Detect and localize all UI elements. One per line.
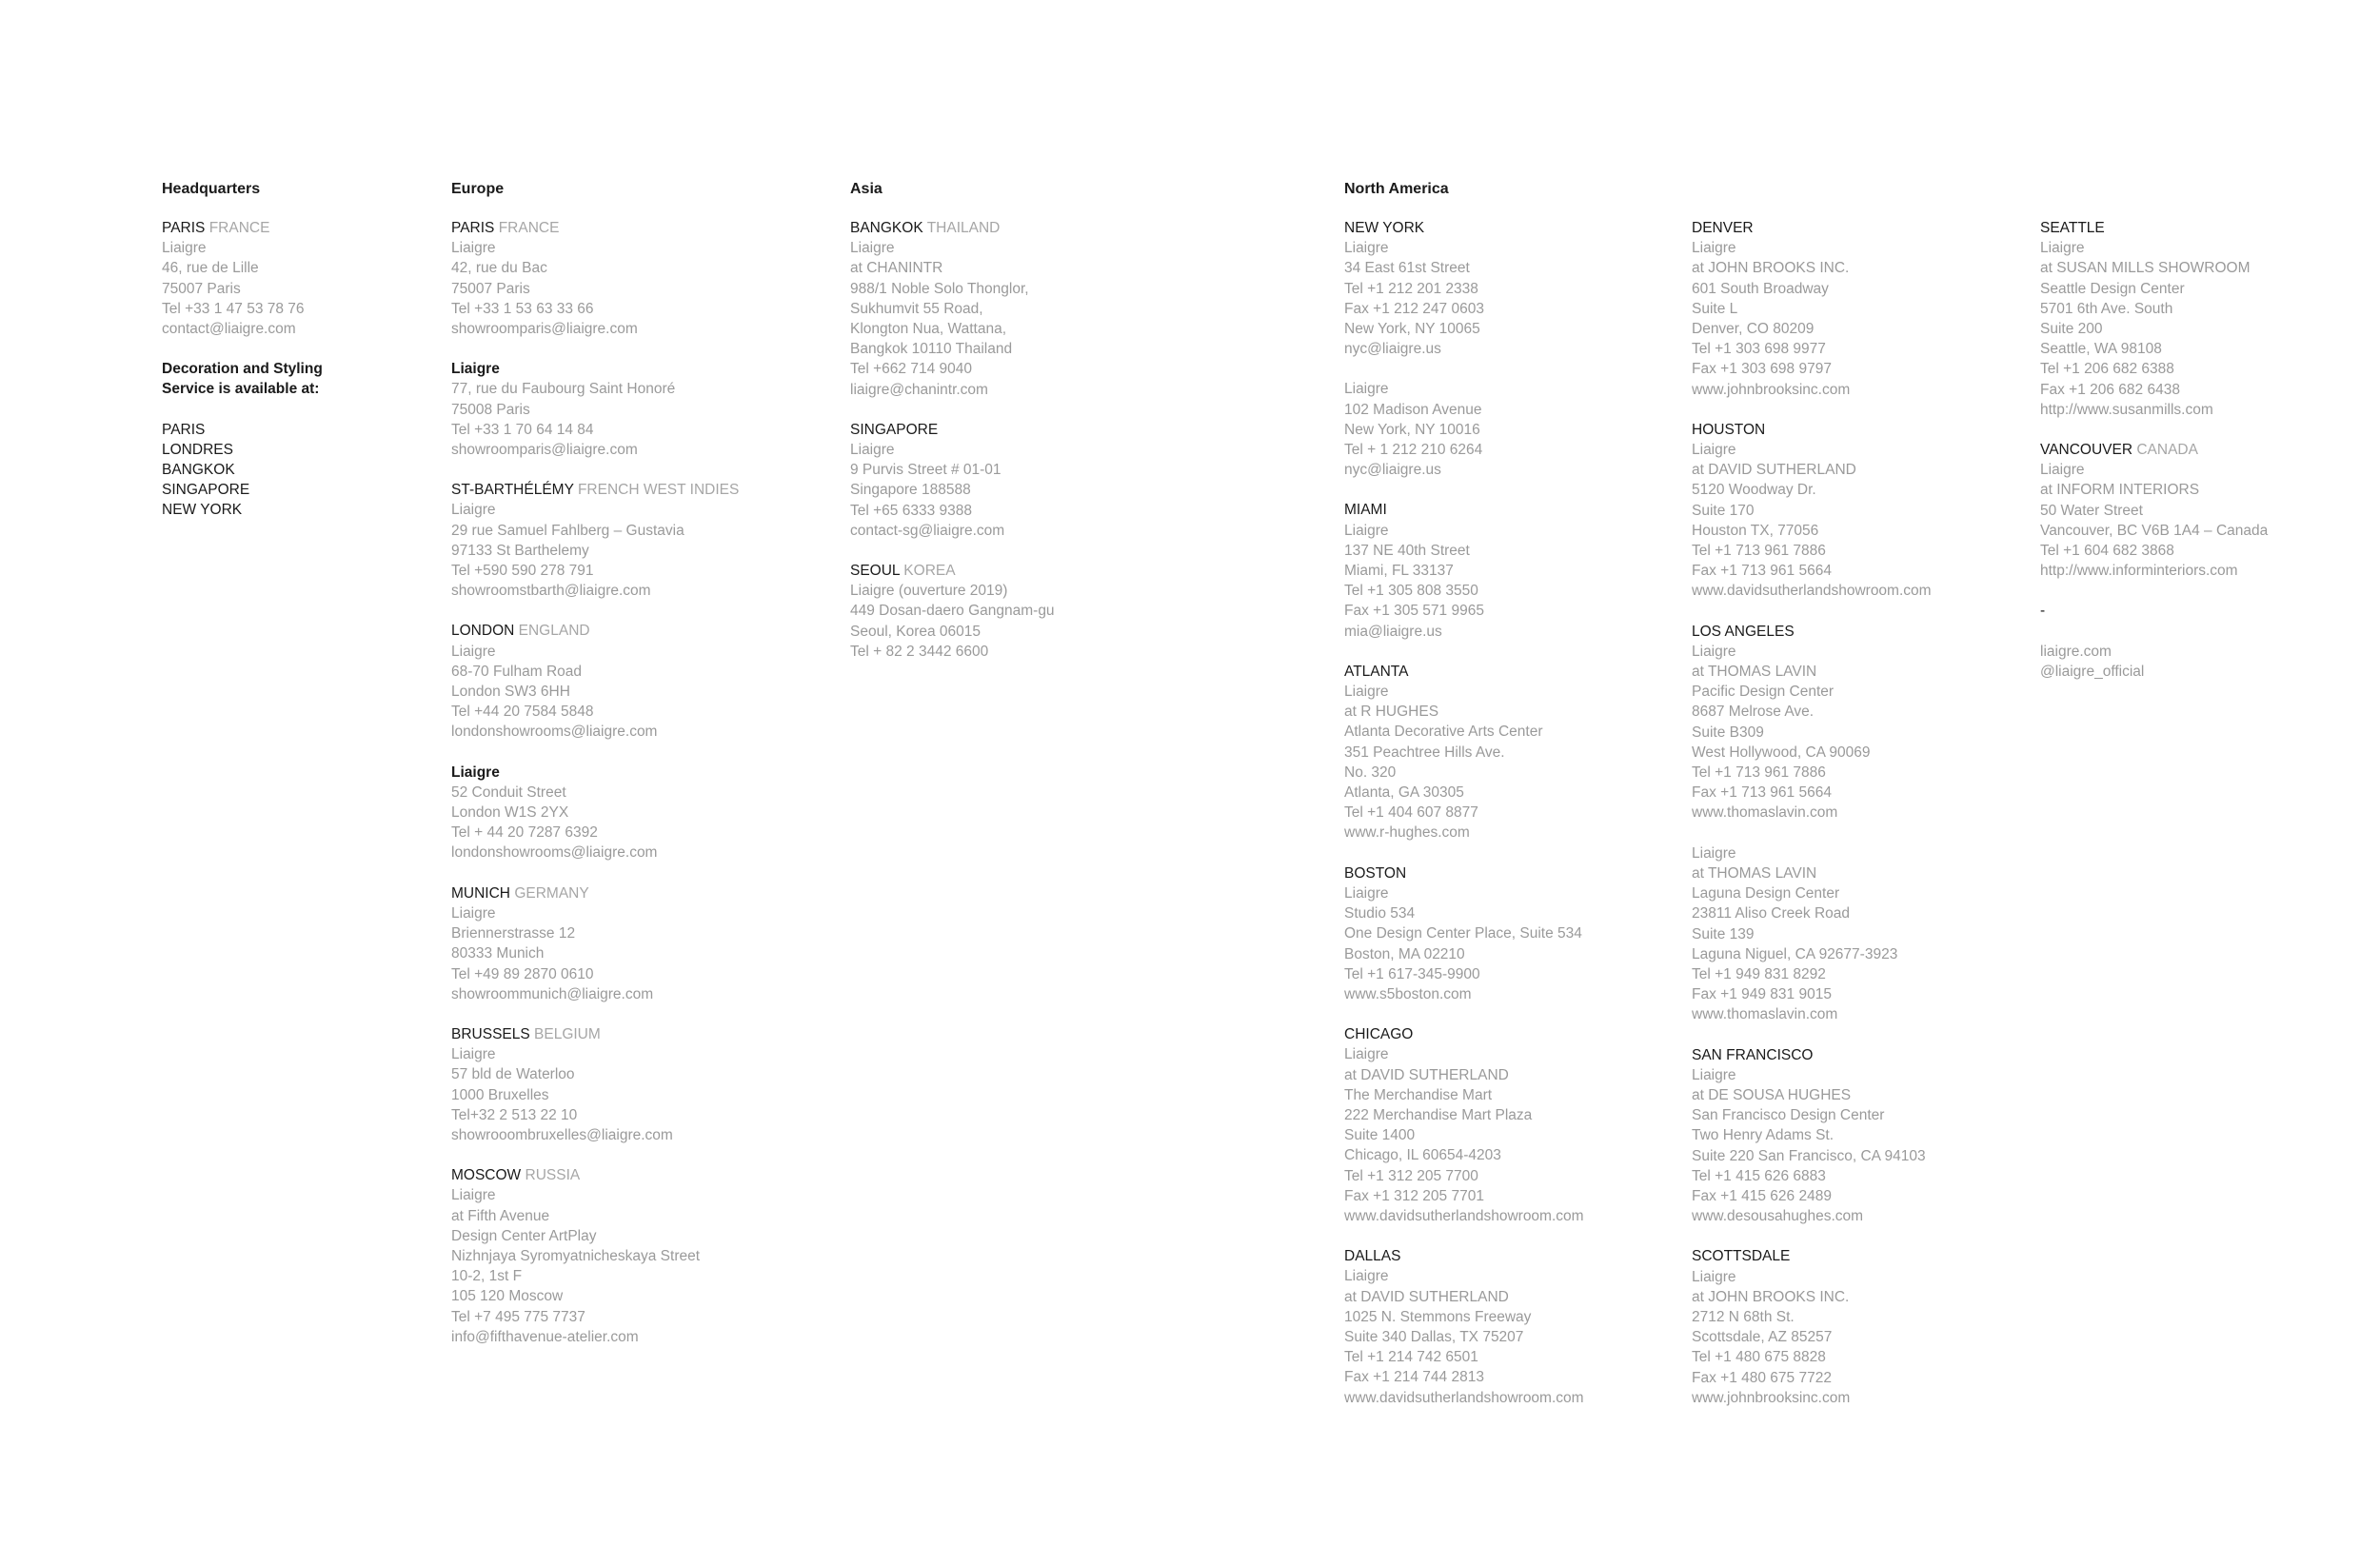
address-line: 46, rue de Lille (162, 260, 259, 277)
address-line: at JOHN BROOKS INC. (1692, 1288, 1850, 1305)
city-name: MIAMI (1344, 502, 1387, 519)
address-line: at Fifth Avenue (451, 1207, 550, 1224)
address-line: Singapore 188588 (850, 482, 971, 499)
service-city: NEW YORK (162, 502, 243, 519)
address-line: Briennerstrasse 12 (451, 925, 576, 942)
address-line: Liaigre (1692, 1268, 1736, 1285)
address-line: Liaigre (ouverture 2019) (850, 583, 1008, 600)
service-city-list (162, 420, 323, 521)
address-entry (162, 218, 323, 339)
styling-note-line-2: Service is available at: (162, 381, 320, 398)
address-line: Tel +590 590 278 791 (451, 563, 594, 580)
entry-header (850, 218, 1055, 238)
address-line: Tel +7 495 775 7737 (451, 1308, 585, 1325)
address-line: Suite 1400 (1344, 1127, 1416, 1144)
address-line: Bangkok 10110 Thailand (850, 341, 1013, 358)
styling-note-line-1: Decoration and Styling (162, 361, 323, 378)
city-name: NEW YORK (1344, 220, 1425, 236)
address-line: showroomparis@liaigre.com (451, 321, 638, 338)
entry-header (850, 420, 1055, 440)
entry-header (1344, 218, 1584, 238)
address-line: at INFORM INTERIORS (2040, 482, 2200, 499)
address-line: The Merchandise Mart (1344, 1086, 1493, 1103)
address-line: at SUSAN MILLS SHOWROOM (2040, 260, 2251, 277)
europe-heading: Europe (451, 181, 505, 197)
address-line: Tel +1 305 808 3550 (1344, 583, 1478, 600)
address-line: Seoul, Korea 06015 (850, 623, 982, 640)
address-line: contact-sg@liaigre.com (850, 522, 1005, 539)
address-line: Laguna Design Center (1692, 885, 1840, 902)
address-line: 351 Peachtree Hills Ave. (1344, 744, 1505, 761)
address-entry (1344, 863, 1584, 1004)
address-entry (2040, 218, 2268, 420)
address-entry (451, 359, 739, 460)
country-name: FRANCE (208, 220, 270, 236)
address-line: 68-70 Fulham Road (451, 663, 582, 680)
entry-header (1692, 1045, 1932, 1065)
address-line: London W1S 2YX (451, 804, 569, 822)
address-line: 102 Madison Avenue (1344, 401, 1482, 418)
address-line: 1000 Bruxelles (451, 1086, 549, 1103)
address-line: Tel +1 713 961 7886 (1692, 764, 1826, 782)
city-name: SINGAPORE (850, 421, 939, 438)
entry-header (451, 1024, 739, 1044)
asia-heading: Asia (850, 181, 883, 197)
address-line: www.thomaslavin.com (1692, 1006, 1838, 1023)
address-line: 222 Merchandise Mart Plaza (1344, 1106, 1533, 1123)
address-line: Fax +1 212 247 0603 (1344, 300, 1484, 317)
address-line: Liaigre (1344, 522, 1389, 539)
north-america-entries-3 (2040, 218, 2268, 682)
address-line: 52 Conduit Street (451, 783, 566, 801)
address-entry (451, 1165, 739, 1347)
address-line: londonshowrooms@liaigre.com (451, 844, 658, 862)
europe-column (451, 179, 739, 1367)
address-line: 50 Water Street (2040, 502, 2143, 519)
address-line: Tel +44 20 7584 5848 (451, 704, 594, 721)
address-line: www.r-hughes.com (1344, 824, 1470, 842)
address-line: 34 East 61st Street (1344, 260, 1470, 277)
address-line: at THOMAS LAVIN (1692, 664, 1817, 681)
city-name: SEOUL (850, 563, 900, 580)
headquarters-heading: Headquarters (162, 181, 261, 197)
city-name: - (2040, 603, 2046, 620)
address-line: Tel +1 604 682 3868 (2040, 543, 2174, 560)
address-line: Liaigre (1344, 240, 1389, 257)
entry-header (451, 883, 739, 903)
country-name: BELGIUM (534, 1025, 601, 1042)
address-line: liaigre@chanintr.com (850, 381, 988, 398)
address-entry (451, 480, 739, 601)
entry-header (2040, 440, 2268, 460)
address-line: at JOHN BROOKS INC. (1692, 260, 1850, 277)
address-line: Liaigre (1344, 1046, 1389, 1063)
address-line: Liaigre (850, 442, 895, 459)
address-line: Laguna Niguel, CA 92677-3923 (1692, 945, 1898, 962)
north-america-heading-spacer (2040, 179, 2268, 199)
address-line: Suite 220 San Francisco, CA 94103 (1692, 1147, 1926, 1164)
north-america-heading: North America (1344, 181, 1449, 197)
city-name: PARIS (162, 220, 206, 236)
address-entry (1344, 218, 1584, 359)
address-line: Fax +1 312 205 7701 (1344, 1187, 1484, 1204)
address-line: www.davidsutherlandshowroom.com (1344, 1207, 1584, 1224)
address-line: Fax +1 713 961 5664 (1692, 784, 1832, 802)
address-line: at THOMAS LAVIN (1692, 864, 1817, 882)
address-entry (451, 763, 739, 863)
address-line: Tel +1 949 831 8292 (1692, 965, 1826, 982)
entry-header (451, 480, 739, 500)
address-line: Liaigre (1692, 643, 1736, 660)
address-line: 8687 Melrose Ave. (1692, 704, 1815, 721)
address-line: 42, rue du Bac (451, 260, 547, 277)
address-line: showroomparis@liaigre.com (451, 442, 638, 459)
service-city: LONDRES (162, 441, 233, 458)
entry-header (1344, 863, 1584, 883)
city-name: ST-BARTHÉLÉMY (451, 482, 574, 499)
address-line: www.davidsutherlandshowroom.com (1692, 583, 1932, 600)
address-line: liaigre.com (2040, 643, 2112, 660)
address-line: Tel +33 1 70 64 14 84 (451, 421, 594, 438)
address-line: Liaigre (1692, 442, 1736, 459)
address-line: Liaigre (2040, 462, 2085, 479)
address-line: Tel +1 303 698 9977 (1692, 341, 1826, 358)
address-line: Suite B309 (1692, 724, 1764, 741)
address-line: Liaigre (162, 240, 207, 257)
address-line: Nizhnjaya Syromyatnicheskaya Street (451, 1247, 701, 1264)
city-name: HOUSTON (1692, 421, 1766, 438)
address-entry (2040, 440, 2268, 581)
address-line: Seattle Design Center (2040, 280, 2185, 297)
country-name: FRANCE (498, 220, 560, 236)
address-line: Tel +1 214 742 6501 (1344, 1349, 1478, 1366)
address-line: Liaigre (1692, 240, 1736, 257)
europe-entries (451, 218, 739, 1347)
address-entry (1692, 420, 1932, 602)
address-line: Sukhumvit 55 Road, (850, 300, 983, 317)
city-name: BRUSSELS (451, 1025, 530, 1042)
country-name: KOREA (903, 563, 956, 580)
address-line: Tel +1 415 626 6883 (1692, 1167, 1826, 1184)
address-line: showroomstbarth@liaigre.com (451, 583, 651, 600)
entry-header (1344, 1024, 1584, 1044)
city-name: Liaigre (451, 764, 500, 781)
address-line: Chicago, IL 60654-4203 (1344, 1147, 1501, 1164)
asia-column (850, 179, 1055, 682)
address-line: Design Center ArtPlay (451, 1227, 597, 1244)
entry-header (451, 1165, 739, 1185)
styling-service-note (162, 359, 323, 399)
address-line: www.desousahughes.com (1692, 1208, 1864, 1225)
address-entry (1692, 843, 1932, 1025)
address-line: Tel +1 713 961 7886 (1692, 543, 1826, 560)
entry-header (1692, 218, 1932, 238)
address-entry (850, 218, 1055, 400)
address-line: Two Henry Adams St. (1692, 1127, 1835, 1144)
address-entry (451, 218, 739, 339)
address-line: Liaigre (451, 1046, 496, 1063)
city-name: SCOTTSDALE (1692, 1248, 1791, 1265)
address-line: Houston TX, 77056 (1692, 522, 1819, 539)
entry-header (1344, 500, 1584, 520)
entry-header (1692, 1246, 1932, 1266)
address-line: Miami, FL 33137 (1344, 563, 1454, 580)
city-name: Liaigre (451, 361, 500, 378)
north-america-column-1 (1344, 179, 1584, 1428)
address-line: 5701 6th Ave. South (2040, 300, 2173, 317)
entry-header (1344, 662, 1584, 682)
address-line: Tel +1 480 675 8828 (1692, 1349, 1826, 1366)
address-line: nyc@liaigre.us (1344, 341, 1441, 358)
country-name: THAILAND (926, 220, 1001, 236)
address-line: 75007 Paris (162, 280, 241, 297)
address-line: 29 rue Samuel Fahlberg – Gustavia (451, 522, 684, 539)
address-entry (1692, 1246, 1932, 1408)
address-entry (1344, 662, 1584, 843)
address-line: Fax +1 415 626 2489 (1692, 1187, 1832, 1204)
address-line: 449 Dosan-daero Gangnam-gu (850, 603, 1055, 620)
address-line: 77, rue du Faubourg Saint Honoré (451, 381, 676, 398)
address-line: @liaigre_official (2040, 663, 2145, 680)
address-entry (451, 883, 739, 1004)
address-line: londonshowrooms@liaigre.com (451, 724, 658, 741)
service-city: SINGAPORE (162, 482, 250, 499)
entry-header (2040, 218, 2268, 238)
address-line: 105 120 Moscow (451, 1288, 564, 1305)
address-line: Liaigre (1344, 884, 1389, 902)
city-name: SAN FRANCISCO (1692, 1046, 1814, 1063)
address-line: Klongton Nua, Wattana, (850, 321, 1006, 338)
headquarters-column (162, 179, 323, 521)
address-line: Fax +1 214 744 2813 (1344, 1369, 1484, 1386)
address-line: Suite 200 (2040, 321, 2103, 338)
address-line: 9 Purvis Street # 01-01 (850, 462, 1002, 479)
address-line: 75007 Paris (451, 280, 530, 297)
address-line: Pacific Design Center (1692, 684, 1835, 701)
hq-entries (162, 218, 323, 339)
address-line: Fax +1 949 831 9015 (1692, 986, 1832, 1003)
city-name: DENVER (1692, 220, 1754, 236)
address-line: Liaigre (850, 240, 895, 257)
address-line: Liaigre (451, 502, 496, 519)
city-name: SEATTLE (2040, 220, 2105, 236)
address-line: Tel +33 1 47 53 78 76 (162, 300, 305, 317)
address-line: www.s5boston.com (1344, 985, 1472, 1002)
asia-entries (850, 218, 1055, 662)
address-line: Atlanta, GA 30305 (1344, 784, 1464, 802)
entry-header (451, 763, 739, 783)
address-line: at R HUGHES (1344, 704, 1439, 721)
city-name: MOSCOW (451, 1167, 522, 1184)
address-entry (1344, 379, 1584, 480)
address-line: 988/1 Noble Solo Thonglor, (850, 280, 1029, 297)
address-line: http://www.informinteriors.com (2040, 563, 2238, 580)
address-line: No. 320 (1344, 764, 1397, 781)
entry-header (451, 359, 739, 379)
city-name: ATLANTA (1344, 663, 1409, 680)
address-line: Liaigre (451, 904, 496, 922)
entry-header (1692, 420, 1932, 440)
address-line: 1025 N. Stemmons Freeway (1344, 1308, 1532, 1325)
address-line: Tel+32 2 513 22 10 (451, 1106, 578, 1123)
address-line: Liaigre (451, 240, 496, 257)
address-line: www.thomaslavin.com (1692, 804, 1838, 822)
address-line: nyc@liaigre.us (1344, 462, 1441, 479)
entry-header (1344, 1246, 1584, 1266)
city-name: LONDON (451, 623, 515, 640)
address-line: mia@liaigre.us (1344, 623, 1442, 640)
service-city: BANGKOK (162, 462, 235, 479)
address-line: Suite 139 (1692, 925, 1755, 942)
address-entry (1344, 500, 1584, 641)
city-name: MUNICH (451, 884, 510, 902)
address-line: Tel +1 206 682 6388 (2040, 361, 2174, 378)
address-line: at CHANINTR (850, 260, 943, 277)
address-line: Fax +1 206 682 6438 (2040, 381, 2180, 398)
address-line: 80333 Munich (451, 945, 545, 962)
address-line: Suite 340 Dallas, TX 75207 (1344, 1328, 1524, 1345)
address-line: London SW3 6HH (451, 684, 570, 701)
address-line: Tel +1 404 607 8877 (1344, 804, 1478, 822)
address-line: Studio 534 (1344, 905, 1416, 922)
address-entry (1692, 622, 1932, 823)
address-line: Vancouver, BC V6B 1A4 – Canada (2040, 522, 2269, 539)
address-line: at DAVID SUTHERLAND (1344, 1066, 1509, 1083)
address-line: Fax +1 305 571 9965 (1344, 603, 1484, 620)
city-name: VANCOUVER (2040, 442, 2133, 459)
address-line: Denver, CO 80209 (1692, 321, 1815, 338)
address-line: Boston, MA 02210 (1344, 945, 1465, 962)
address-line: Seattle, WA 98108 (2040, 341, 2162, 358)
address-line: Tel +1 212 201 2338 (1344, 280, 1478, 297)
address-line: 57 bld de Waterloo (451, 1066, 575, 1083)
address-line: One Design Center Place, Suite 534 (1344, 925, 1582, 942)
address-line: 23811 Aliso Creek Road (1692, 905, 1851, 922)
address-line: Suite 170 (1692, 502, 1755, 519)
address-line: Liaigre (451, 1187, 496, 1204)
address-line: 2712 N 68th St. (1692, 1308, 1795, 1325)
address-line: Liaigre (1344, 1268, 1389, 1285)
address-entry (850, 420, 1055, 541)
address-line: Liaigre (451, 643, 496, 660)
address-line: Tel +1 617-345-9900 (1344, 965, 1480, 982)
address-line: 137 NE 40th Street (1344, 542, 1470, 559)
address-line: Liaigre (1692, 844, 1736, 862)
address-line: www.johnbrooksinc.com (1692, 1389, 1851, 1406)
address-line: Suite L (1692, 300, 1738, 317)
address-line: at DE SOUSA HUGHES (1692, 1086, 1852, 1103)
address-entry (2040, 601, 2268, 621)
address-line: Atlanta Decorative Arts Center (1344, 724, 1543, 741)
address-line: 10-2, 1st F (451, 1268, 523, 1285)
entry-header (1692, 622, 1932, 642)
country-name: ENGLAND (518, 623, 590, 640)
address-entry (451, 621, 739, 742)
city-name: PARIS (451, 220, 495, 236)
city-name: BANGKOK (850, 220, 923, 236)
address-line: Liaigre (1344, 684, 1389, 701)
address-line: at DAVID SUTHERLAND (1344, 1288, 1509, 1305)
address-line: http://www.susanmills.com (2040, 401, 2213, 418)
address-line: Tel + 44 20 7287 6392 (451, 824, 598, 842)
entry-header (451, 621, 739, 641)
address-line: info@fifthavenue-atelier.com (451, 1328, 639, 1345)
north-america-entries-2 (1692, 218, 1932, 1408)
address-line: Tel + 82 2 3442 6600 (850, 643, 989, 660)
address-line: Liaigre (1344, 381, 1389, 398)
address-line: Tel +662 714 9040 (850, 361, 972, 378)
entry-header (451, 218, 739, 238)
city-name: LOS ANGELES (1692, 623, 1795, 640)
north-america-column-2 (1692, 179, 1932, 1428)
address-line: contact@liaigre.com (162, 321, 296, 338)
address-entry (451, 1024, 739, 1145)
address-line: New York, NY 10065 (1344, 321, 1480, 338)
address-entry (1344, 1246, 1584, 1408)
address-line: www.johnbrooksinc.com (1692, 381, 1851, 398)
address-line: at DAVID SUTHERLAND (1692, 462, 1856, 479)
address-line: Scottsdale, AZ 85257 (1692, 1329, 1833, 1346)
address-line: 601 South Broadway (1692, 280, 1829, 297)
address-entry (1344, 1024, 1584, 1226)
address-line: showrooombruxelles@liaigre.com (451, 1126, 673, 1143)
address-line: San Francisco Design Center (1692, 1107, 1885, 1124)
country-name: CANADA (2136, 442, 2198, 459)
address-line: www.davidsutherlandshowroom.com (1344, 1389, 1584, 1406)
address-line: Tel +1 312 205 7700 (1344, 1167, 1478, 1184)
address-entry (850, 561, 1055, 662)
entry-header (2040, 601, 2268, 621)
city-name: DALLAS (1344, 1248, 1401, 1265)
address-line: Fax +1 480 675 7722 (1692, 1369, 1832, 1386)
service-city: PARIS (162, 421, 206, 438)
address-line: Fax +1 713 961 5664 (1692, 563, 1832, 580)
country-name: GERMANY (514, 884, 589, 902)
address-line: showroommunich@liaigre.com (451, 985, 654, 1002)
address-line: Tel +33 1 53 63 33 66 (451, 300, 594, 317)
north-america-heading-spacer (1692, 179, 1932, 199)
address-line: Liaigre (2040, 240, 2085, 257)
country-name: RUSSIA (525, 1167, 581, 1184)
address-line: Tel +65 6333 9388 (850, 502, 972, 519)
address-line: 5120 Woodway Dr. (1692, 482, 1816, 499)
city-name: BOSTON (1344, 864, 1407, 882)
city-name: CHICAGO (1344, 1026, 1414, 1043)
address-entry (1692, 1045, 1932, 1227)
country-name: FRENCH WEST INDIES (577, 482, 740, 499)
address-line: Liaigre (1692, 1066, 1736, 1083)
address-line: New York, NY 10016 (1344, 421, 1480, 438)
address-line: 75008 Paris (451, 401, 530, 418)
north-america-entries-1 (1344, 218, 1584, 1408)
entry-header (162, 218, 323, 238)
north-america-column-3 (2040, 179, 2268, 702)
address-line: Tel +49 89 2870 0610 (451, 965, 594, 982)
address-entry (1692, 218, 1932, 400)
address-line: Tel + 1 212 210 6264 (1344, 442, 1483, 459)
address-line: 97133 St Barthelemy (451, 542, 589, 559)
address-line: Fax +1 303 698 9797 (1692, 361, 1832, 378)
address-line: West Hollywood, CA 90069 (1692, 744, 1871, 761)
address-entry (2040, 642, 2268, 682)
entry-header (850, 561, 1055, 581)
